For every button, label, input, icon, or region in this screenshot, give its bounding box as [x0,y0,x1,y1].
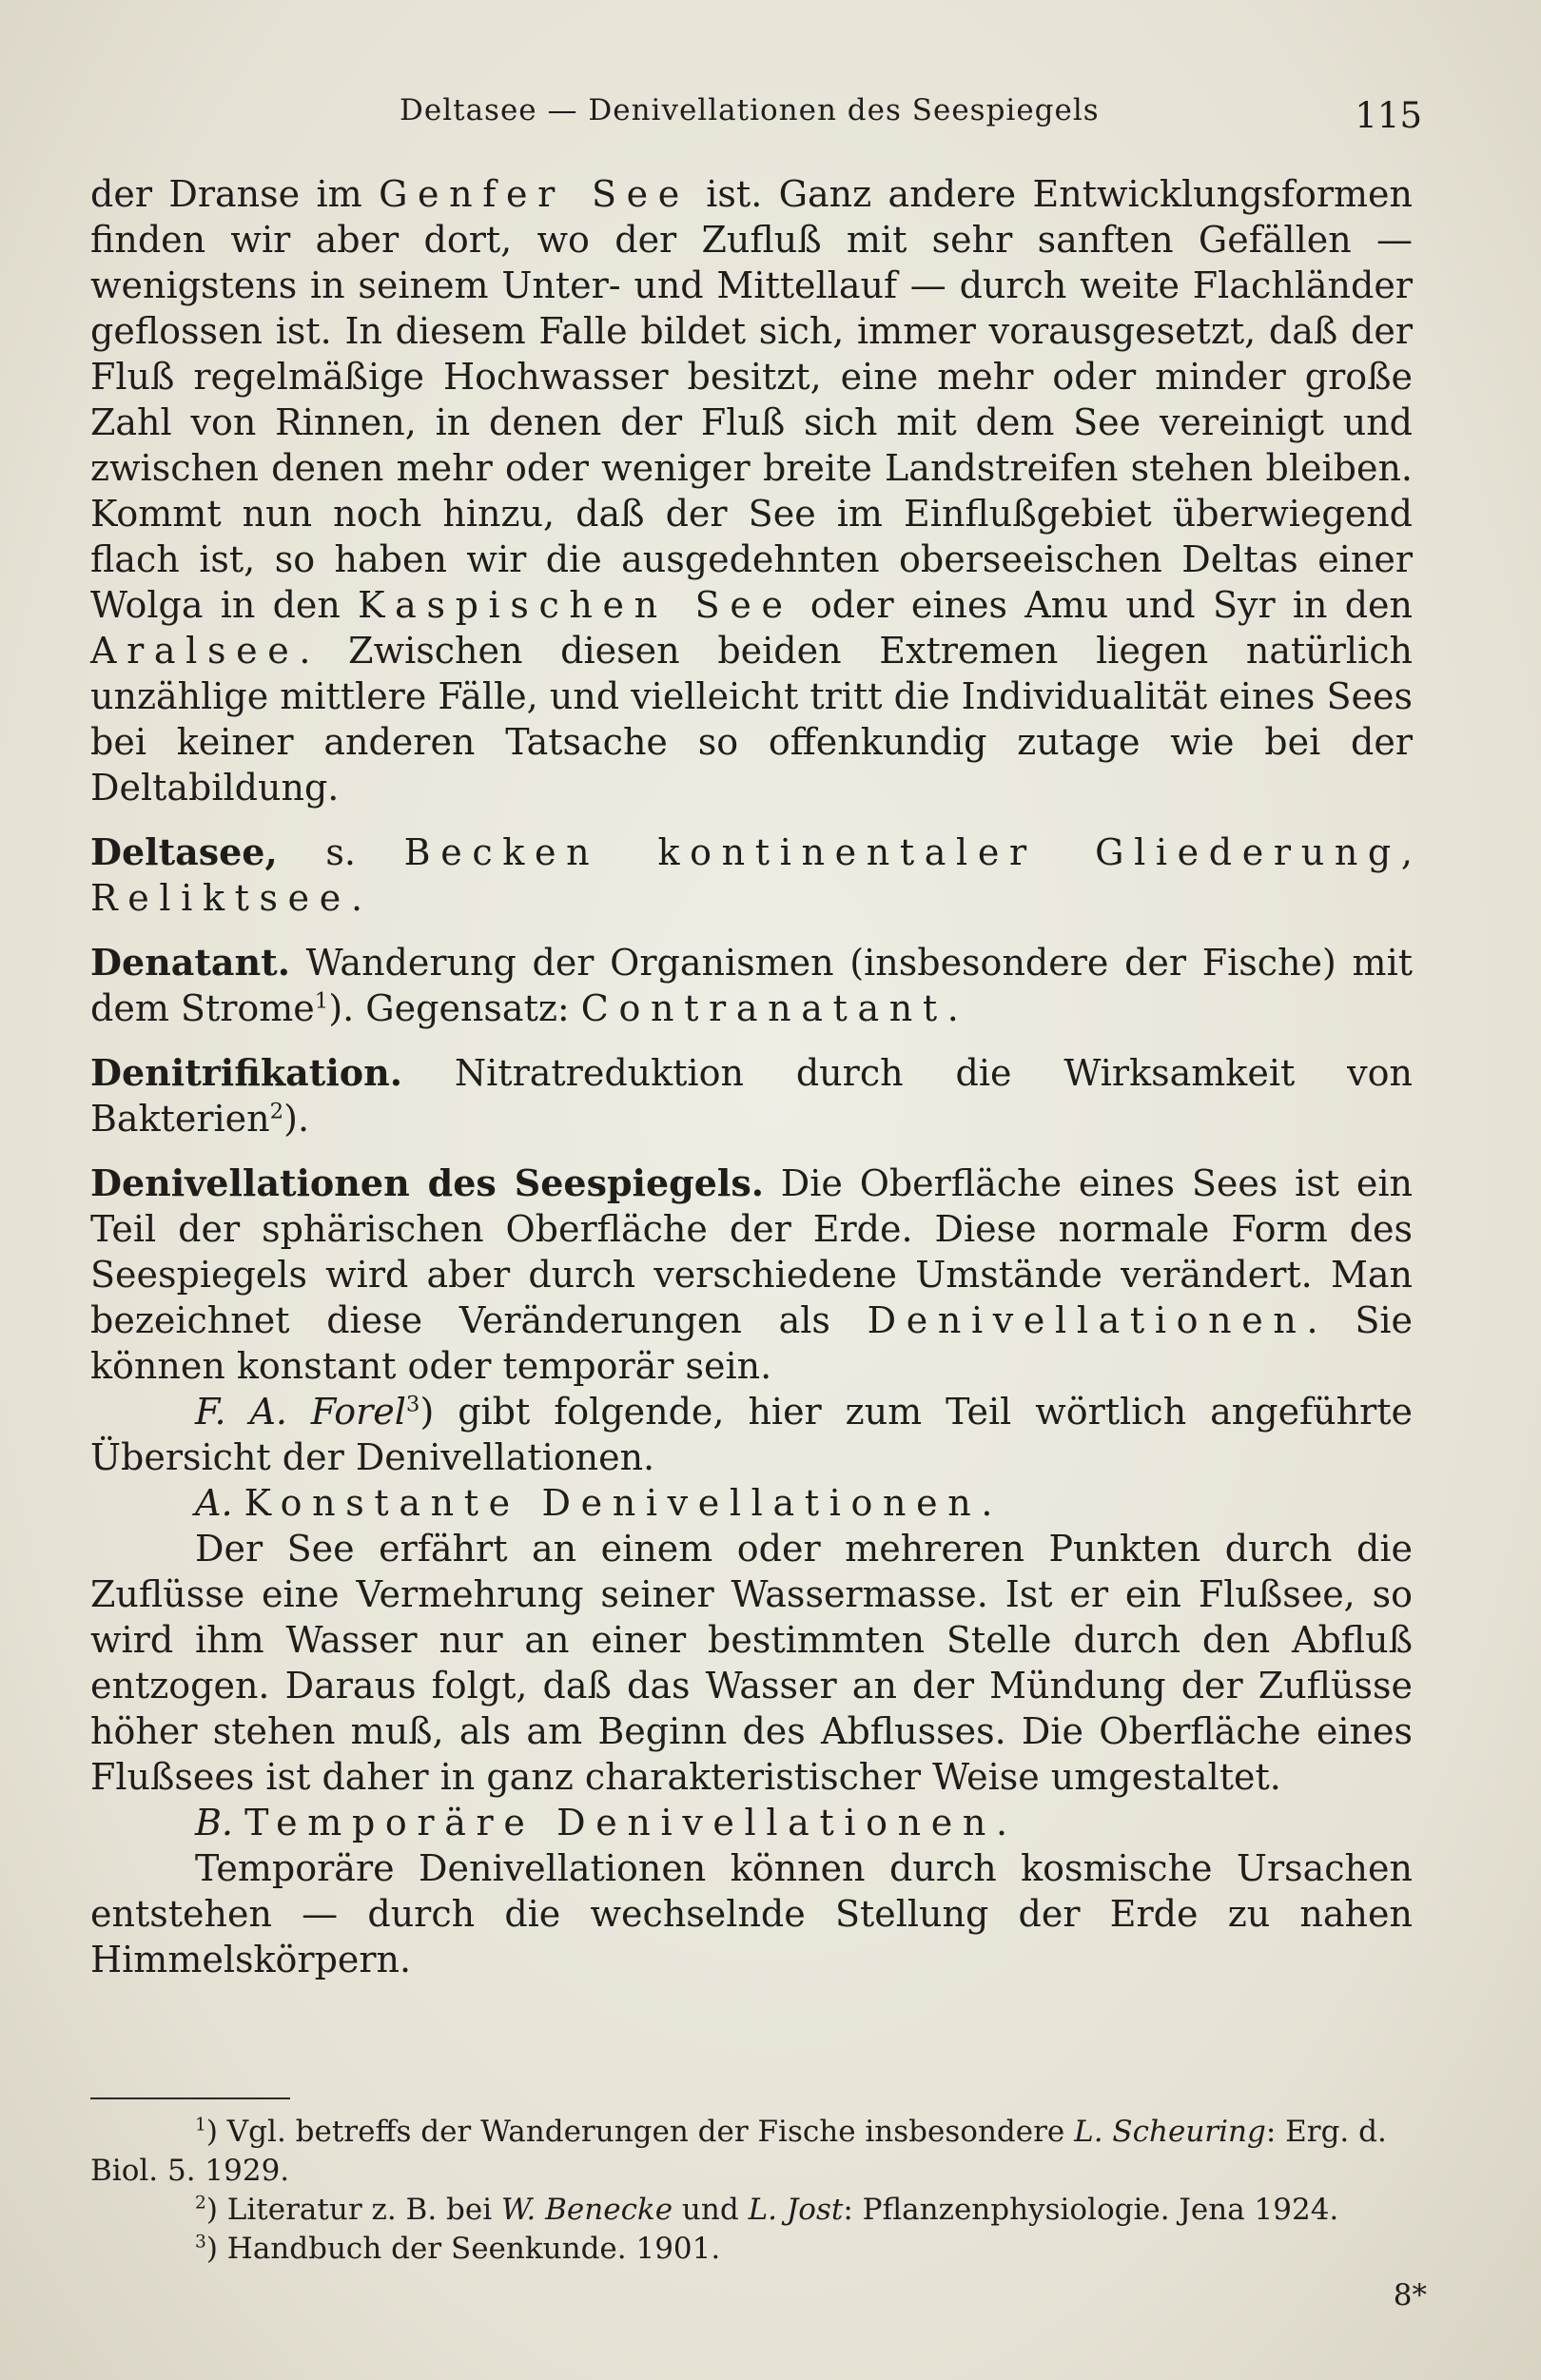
footnote-marker: 3 [405,1392,420,1417]
page-header [90,93,1422,141]
author-name: L. Scheuring [1074,2115,1266,2149]
section-label: A. [195,1482,233,1524]
section-a-heading [90,1480,1413,1526]
footnote-divider [90,2097,290,2099]
section-b-heading [90,1800,1413,1845]
section-a-text: Der See erfährt an einem oder mehreren Punkten durch die Zuflüsse eine Vermehrung seiner Wassermasse. Ist er ein Flußsee, so wird ihm Wasser nur an einer bestimmten Stelle durch den Abfluß entzogen. Daraus folgt, daß das Wasser an der Mündung der Zuflüsse höher stehen muß, als am Beginn des Abflusses. Die Oberfläche eines Flußsees ist daher in ganz charakteristischer Weise umgestaltet. [90,1528,1413,1798]
text-run: . [350,877,363,919]
entry-term: Denatant. [90,941,290,984]
text-run: ). [283,1098,310,1140]
text-run: ist. Ganz andere Entwicklungsformen finden wir aber dort, wo der Zufluß mit sehr sanften Gefällen — wenigstens in seinem Unter- und Mittellauf — durch weite Flachländer geflossen ist. In diesem Falle bildet sich, immer vorausgesetzt, daß der Fluß regelmäßige Hochwasser besitzt, eine mehr oder minder große Zahl von Rinnen, in denen der Fluß sich mit dem See vereinigt und zwischen denen mehr oder weniger breite Landstreifen stehen bleiben. Kommt nun noch hinzu, daß der See im Einflußgebiet überwiegend flach ist, so haben wir die ausgedehnten oberseeischen Deltas einer Wolga in den [90,173,1414,626]
text-run: , [1400,831,1413,873]
footnote-number: 3 [195,2232,206,2253]
spaced-term-denivellationen: Denivellationen [867,1299,1307,1341]
spaced-term-aralsee: Aralsee [90,630,300,672]
text-run: Wanderung der Organismen (insbesondere der Fische) mit dem Strome [90,942,1413,1029]
footnote-number: 1 [195,2115,206,2136]
section-heading: Temporäre Denivellationen [244,1802,997,1844]
spaced-term-genfer-see: Genfer See [379,173,690,215]
entry-term: Deltasee, [90,830,278,873]
signature-mark: 8* [1393,2278,1427,2312]
text-run: der Dranse im [90,173,380,215]
footnote-number: 2 [195,2193,206,2214]
text-run: und [673,2193,749,2227]
cross-reference: Contranatant [580,987,947,1029]
section-b-text: Temporäre Denivellationen können durch kosmische Ursachen entstehen — durch die wechselnde Stellung der Erde zu nahen Himmelskörpern. [90,1847,1413,1980]
text-run: oder eines Amu und Syr in den [792,584,1413,626]
text-run: Nitratreduktion durch die Wirksamkeit von Bakterien [90,1052,1413,1140]
page-number: 115 [1355,95,1422,136]
text-run: . [981,1482,993,1524]
text-run: . Sie können konstant oder temporär sein. [90,1299,1413,1387]
entry-term: Denivellationen des Seespiegels. [90,1161,764,1204]
cross-reference: Reliktsee [90,877,351,919]
spaced-term-kaspischen-see: Kaspischen See [358,584,793,626]
author-name: L. Jost [748,2193,844,2227]
main-text [90,171,1413,1982]
running-head: Deltasee — Denivellationen des Seespiegels [400,93,1100,127]
entry-term: Denitrifikation. [90,1051,402,1094]
entry-denivellationen [90,1161,1413,1389]
text-run: ). Gegensatz: [328,987,581,1029]
author-name: W. Benecke [500,2193,673,2227]
text-run: ) gibt folgende, hier zum Teil wörtlich angeführte Übersicht der Denivellationen. [90,1391,1413,1478]
text-run: ) Vgl. betreffs der Wanderungen der Fische insbesondere [205,2115,1075,2149]
text-run: ) Literatur z. B. bei [205,2193,501,2227]
footnote-marker: 1 [314,988,329,1014]
entry-denatant [90,940,1413,1031]
text-run: . [996,1802,1008,1844]
footnote-marker: 2 [269,1099,284,1124]
entry-denitrifikation [90,1050,1413,1141]
section-heading: Konstante Denivellationen [244,1482,982,1524]
paragraph-forel [90,1389,1413,1480]
text-run: s. [277,831,404,873]
text-run: ) Handbuch der Seenkunde. 1901. [205,2232,721,2266]
text-run: . [946,987,959,1029]
text-run: : Erg. d. Biol. 5. 1929. [90,2115,1387,2188]
section-label: B. [195,1802,234,1844]
author-name: F. A. Forel [195,1391,406,1433]
footnotes [90,2097,1413,2269]
text-run: . Zwischen diesen beiden Extremen liegen natürlich unzählige mittlere Fälle, und vielleicht tritt die Individualität eines Sees bei keiner anderen Tatsache so offenkundig zutage wie bei der Deltabildung. [90,630,1413,809]
text-run: Die Oberfläche eines Sees ist ein Teil der sphärischen Oberfläche der Erde. Diese normale Form des Seespiegels wird aber durch verschiedene Umstände verändert. Man bezeichnet diese Veränderungen als [90,1162,1413,1341]
footnote-1 [90,2113,1413,2191]
text-run: : Pflanzenphysiologie. Jena 1924. [843,2193,1339,2227]
entry-deltasee [90,829,1413,921]
footnote-3 [90,2230,1413,2269]
cross-reference: Becken kontinentaler Gliederung [403,831,1401,873]
paragraph-delta-forms [90,171,1413,810]
footnote-2 [90,2191,1413,2230]
